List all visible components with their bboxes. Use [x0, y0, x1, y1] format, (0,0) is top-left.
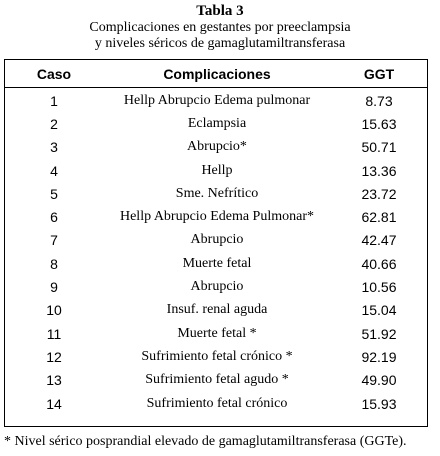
cell-ggt: 23.72	[361, 185, 397, 202]
table-row	[5, 322, 427, 345]
cell-complicaciones: Abrupcio*	[187, 139, 247, 155]
cell-complicaciones: Hellp Abrupcio Edema Pulmonar*	[119, 209, 315, 225]
table-row	[5, 229, 427, 252]
table-row	[5, 345, 427, 368]
cell-caso: 10	[46, 302, 62, 319]
table-row	[5, 275, 427, 298]
table-row	[5, 392, 427, 415]
cell-complicaciones: Muerte fetal *	[177, 325, 257, 341]
table-footnote: * Nivel sérico posprandial elevado de gamaglutamiltransferasa (GGTe).	[4, 434, 407, 449]
cell-caso: 11	[46, 325, 62, 342]
cell-caso: 1	[50, 92, 58, 109]
header-complicaciones: Complicaciones	[163, 65, 271, 82]
table-row	[5, 182, 427, 205]
cell-caso: 9	[50, 279, 58, 296]
table-row	[5, 112, 427, 135]
cell-ggt: 13.36	[361, 162, 397, 179]
cell-ggt: 10.56	[361, 279, 397, 296]
cell-caso: 12	[46, 348, 62, 365]
cell-caso: 8	[50, 255, 58, 272]
cell-complicaciones: Sufrimiento fetal crónico *	[141, 348, 293, 364]
cell-complicaciones: Sufrimiento fetal crónico	[146, 395, 288, 411]
cell-caso: 2	[50, 115, 58, 132]
header-caso: Caso	[36, 65, 72, 82]
table-row	[5, 299, 427, 322]
cell-complicaciones: Abrupcio	[190, 232, 244, 248]
cell-ggt: 15.93	[361, 395, 397, 412]
cell-caso: 7	[50, 232, 58, 249]
cell-complicaciones: Abrupcio	[190, 279, 244, 295]
table-body	[5, 89, 427, 415]
table-subtitle-line-1: Complicaciones en gestantes por preeclampsia	[89, 20, 351, 35]
table-title: Tabla 3	[196, 3, 244, 19]
cell-caso: 5	[50, 185, 58, 202]
table-subtitle-line-2: y niveles séricos de gamaglutamiltransferasa	[94, 36, 346, 51]
cell-ggt: 51.92	[361, 325, 397, 342]
cell-ggt: 50.71	[361, 139, 397, 156]
cell-complicaciones: Hellp Abrupcio Edema pulmonar	[123, 92, 311, 108]
cell-caso: 4	[50, 162, 58, 179]
cell-caso: 6	[50, 209, 58, 226]
table-caption	[0, 2, 440, 52]
cell-caso: 13	[46, 372, 62, 389]
table-row	[5, 252, 427, 275]
cell-complicaciones: Muerte fetal	[182, 255, 252, 271]
cell-complicaciones: Sufrimiento fetal agudo *	[145, 372, 289, 388]
data-table	[4, 59, 428, 427]
cell-ggt: 15.63	[361, 115, 397, 132]
table-row	[5, 159, 427, 182]
cell-caso: 3	[50, 139, 58, 156]
cell-caso: 14	[46, 395, 62, 412]
cell-complicaciones: Insuf. renal aguda	[166, 302, 268, 318]
cell-complicaciones: Eclampsia	[187, 115, 247, 131]
cell-complicaciones: Sme. Nefrítico	[175, 185, 259, 201]
table-row	[5, 205, 427, 228]
cell-ggt: 8.73	[365, 92, 393, 109]
table-row	[5, 89, 427, 112]
cell-ggt: 92.19	[361, 348, 397, 365]
table-row	[5, 369, 427, 392]
cell-complicaciones: Hellp	[201, 162, 233, 178]
cell-ggt: 40.66	[361, 255, 397, 272]
cell-ggt: 49.90	[361, 372, 397, 389]
header-ggt: GGT	[363, 65, 395, 82]
cell-ggt: 15.04	[361, 302, 397, 319]
cell-ggt: 42.47	[361, 232, 397, 249]
table-header-row	[5, 60, 427, 88]
cell-ggt: 62.81	[361, 209, 397, 226]
table-row	[5, 136, 427, 159]
